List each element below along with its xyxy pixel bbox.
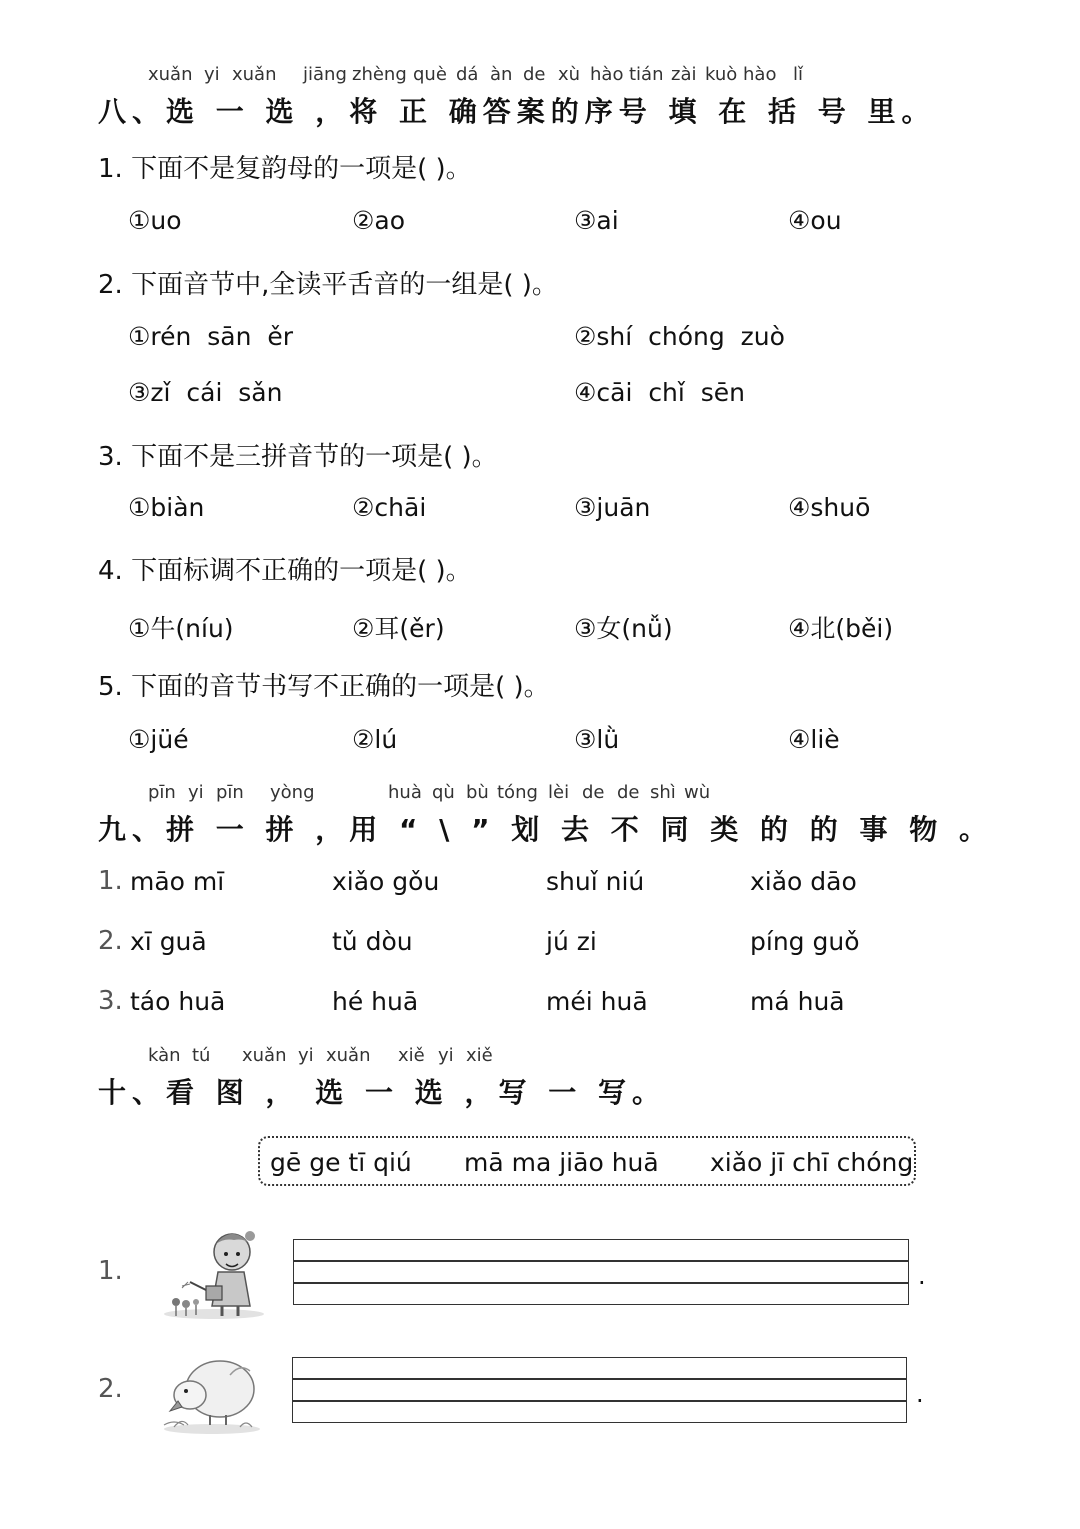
pinyin-annotation: què	[413, 64, 447, 85]
pinyin-annotation: de	[523, 64, 546, 85]
writing-lines[interactable]	[292, 1357, 907, 1423]
pinyin-annotation: pīn	[148, 782, 176, 803]
question-text: 1. 下面不是复韵母的一项是( )。	[98, 154, 472, 184]
word-item: méi huā	[546, 987, 648, 1016]
pinyin-annotation: xuǎn	[232, 64, 277, 85]
answer-option: ③lǜ	[574, 725, 620, 754]
answer-option: ④cāi chǐ sēn	[574, 378, 745, 407]
pinyin-annotation: hào	[590, 64, 624, 85]
answer-option: ③juān	[574, 493, 651, 522]
answer-option: ④北(běi)	[788, 614, 894, 643]
section-heading: 九、拼 一 拼 ，用 “ \ ” 划 去 不 同 类 的 的 事 物 。	[98, 813, 994, 846]
answer-option: ②chāi	[352, 493, 427, 522]
word-bank-item: gē ge tī qiú	[270, 1148, 412, 1177]
pinyin-annotation: qù	[432, 782, 455, 803]
writing-lines[interactable]	[293, 1239, 909, 1305]
answer-option: ③女(nǚ)	[574, 614, 673, 643]
sentence-period: .	[916, 1380, 924, 1408]
pinyin-annotation: yòng	[270, 782, 315, 803]
pinyin-annotation: kuò	[705, 64, 738, 85]
pinyin-annotation: wù	[684, 782, 711, 803]
pinyin-annotation: tóng	[497, 782, 538, 803]
word-bank	[258, 1136, 916, 1186]
question-text: 3. 下面不是三拼音节的一项是( )。	[98, 442, 498, 472]
pinyin-annotation: xuǎn	[242, 1045, 287, 1066]
word-item: shuǐ niú	[546, 867, 645, 896]
answer-option: ①rén sān ěr	[128, 322, 294, 351]
pinyin-annotation: zài	[671, 64, 697, 85]
girl-watering-flowers-picture	[158, 1222, 270, 1320]
pinyin-annotation: tú	[192, 1045, 211, 1066]
pinyin-annotation: yi	[188, 782, 204, 803]
pinyin-annotation: shì	[650, 782, 676, 803]
answer-option: ③zǐ cái sǎn	[128, 378, 283, 407]
answer-option: ①biàn	[128, 493, 205, 522]
answer-option: ④liè	[788, 725, 840, 754]
word-item: xī guā	[130, 927, 207, 956]
pinyin-annotation: yi	[204, 64, 220, 85]
answer-option: ②耳(ěr)	[352, 614, 445, 643]
section-heading: 十、看 图 ， 选 一 选 ，写 一 写。	[98, 1076, 666, 1109]
answer-option: ④shuō	[788, 493, 871, 522]
answer-option: ②shí chóng zuò	[574, 322, 785, 351]
answer-option: ②lú	[352, 725, 398, 754]
pinyin-annotation: xiě	[466, 1045, 493, 1066]
pinyin-annotation: xù	[558, 64, 581, 85]
section-heading: 八、选 一 选 ，将 正 确答案的序号 填 在 括 号 里。	[98, 95, 936, 128]
pinyin-annotation: xuǎn	[148, 64, 193, 85]
pinyin-annotation: àn	[490, 64, 513, 85]
word-item: jú zi	[546, 927, 597, 956]
question-text: 2. 下面音节中,全读平舌音的一组是( )。	[98, 270, 558, 300]
sentence-period: .	[918, 1262, 926, 1290]
item-number: 2.	[98, 1374, 123, 1404]
row-number: 2.	[98, 926, 123, 956]
row-number: 3.	[98, 986, 123, 1016]
pinyin-annotation: de	[582, 782, 605, 803]
word-item: xiǎo dāo	[750, 867, 857, 896]
word-item: má huā	[750, 987, 845, 1016]
pinyin-annotation: yi	[438, 1045, 454, 1066]
pinyin-annotation: kàn	[148, 1045, 181, 1066]
word-item: hé huā	[332, 987, 419, 1016]
word-bank-item: xiǎo jī chī chóng	[710, 1148, 914, 1177]
pinyin-annotation: hào	[743, 64, 777, 85]
pinyin-annotation: xiě	[398, 1045, 425, 1066]
pinyin-annotation: pīn	[216, 782, 244, 803]
word-bank-item: mā ma jiāo huā	[464, 1148, 659, 1177]
pinyin-annotation: lǐ	[793, 64, 804, 85]
pinyin-annotation: bù	[466, 782, 489, 803]
answer-option: ②ao	[352, 206, 406, 235]
answer-option: ③ai	[574, 206, 619, 235]
question-text: 5. 下面的音节书写不正确的一项是( )。	[98, 672, 550, 702]
question-text: 4. 下面标调不正确的一项是( )。	[98, 556, 472, 586]
answer-option: ①uo	[128, 206, 182, 235]
word-item: tǔ dòu	[332, 927, 413, 956]
answer-option: ④ou	[788, 206, 842, 235]
pinyin-annotation: xuǎn	[326, 1045, 371, 1066]
pinyin-annotation: yi	[298, 1045, 314, 1066]
row-number: 1.	[98, 866, 123, 896]
pinyin-annotation: de	[617, 782, 640, 803]
pinyin-annotation: tián	[629, 64, 664, 85]
pinyin-annotation: zhèng	[352, 64, 407, 85]
pinyin-annotation: jiāng	[303, 64, 347, 85]
word-item: píng guǒ	[750, 927, 860, 956]
pinyin-annotation: dá	[456, 64, 479, 85]
word-item: táo huā	[130, 987, 226, 1016]
word-item: xiǎo gǒu	[332, 867, 440, 896]
chick-eating-bug-picture	[160, 1345, 264, 1435]
pinyin-annotation: huà	[388, 782, 422, 803]
answer-option: ①牛(níu)	[128, 614, 234, 643]
pinyin-annotation: lèi	[548, 782, 570, 803]
word-item: māo mī	[130, 867, 225, 896]
item-number: 1.	[98, 1256, 123, 1286]
answer-option: ①jüé	[128, 725, 189, 754]
